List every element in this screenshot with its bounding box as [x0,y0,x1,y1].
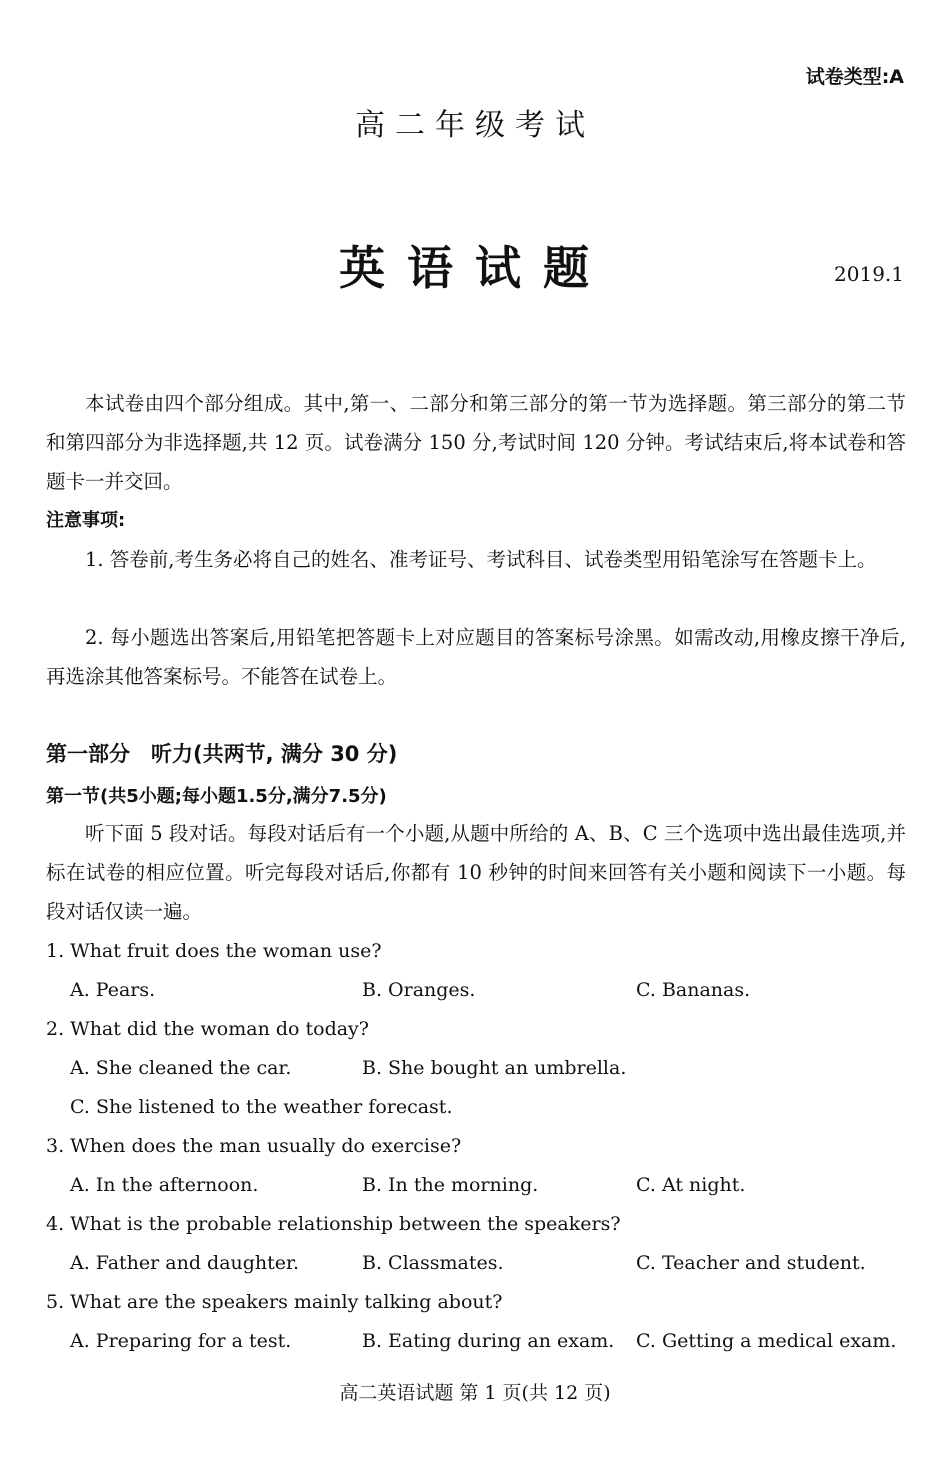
question-5: 5. What are the speakers mainly talking about? [46,1291,503,1313]
listening-instructions: 听下面 5 段对话。每段对话后有一个小题,从题中所给的 A、B、C 三个选项中选出最佳选项,并标在试卷的相应位置。听完每段对话后,你都有 10 秒钟的时间来回答有关小题和阅读下一小题。每段对话仅读一遍。 [46,822,906,923]
q2-option-b: B. She bought an umbrella. [362,1057,627,1079]
q3-option-b: B. In the morning. [362,1174,539,1196]
q4-option-a: A. Father and daughter. [70,1252,300,1274]
question-1: 1. What fruit does the woman use? [46,940,382,962]
q5-option-c: C. Getting a medical exam. [636,1330,897,1352]
question-4: 4. What is the probable relationship between the speakers? [46,1213,621,1235]
paper-type-label: 试卷类型:A [805,66,904,88]
exam-date: 2019.1 [834,262,904,286]
section1-title: 第一节(共5小题;每小题1.5分,满分7.5分) [46,786,387,807]
q2-option-a: A. She cleaned the car. [70,1057,292,1079]
page-title: 英语试题 [339,241,611,295]
note-item-1: 1. 答卷前,考生务必将自己的姓名、准考证号、考试科目、试卷类型用铅笔涂写在答题卡上。 [85,548,877,571]
q4-option-b: B. Classmates. [362,1252,504,1274]
exam-header: 高二年级考试 [355,108,595,143]
q4-option-c: C. Teacher and student. [636,1252,866,1274]
question-2: 2. What did the woman do today? [46,1018,369,1040]
q3-option-c: C. At night. [636,1174,746,1196]
notes-title: 注意事项: [46,510,126,531]
q5-option-a: A. Preparing for a test. [70,1330,292,1352]
question-3: 3. When does the man usually do exercise? [46,1135,462,1157]
intro-paragraph: 本试卷由四个部分组成。其中,第一、二部分和第三部分的第一节为选择题。第三部分的第二节和第四部分为非选择题,共 12 页。试卷满分 150 分,考试时间 120 分钟。考试结束后,将本试卷和答题卡一并交回。 [46,392,906,493]
q1-option-a: A. Pears. [70,979,156,1001]
q5-option-b: B. Eating during an exam. [362,1330,615,1352]
note-item-2: 2. 每小题选出答案后,用铅笔把答题卡上对应题目的答案标号涂黑。如需改动,用橡皮擦干净后,再选涂其他答案标号。不能答在试卷上。 [46,626,906,688]
q3-option-a: A. In the afternoon. [70,1174,259,1196]
part1-title: 第一部分 听力(共两节, 满分 30 分) [46,742,398,766]
q1-option-c: C. Bananas. [636,979,751,1001]
q2-option-c: C. She listened to the weather forecast. [70,1096,453,1118]
q1-option-b: B. Oranges. [362,979,476,1001]
page-footer: 高二英语试题 第 1 页(共 12 页) [339,1382,611,1404]
